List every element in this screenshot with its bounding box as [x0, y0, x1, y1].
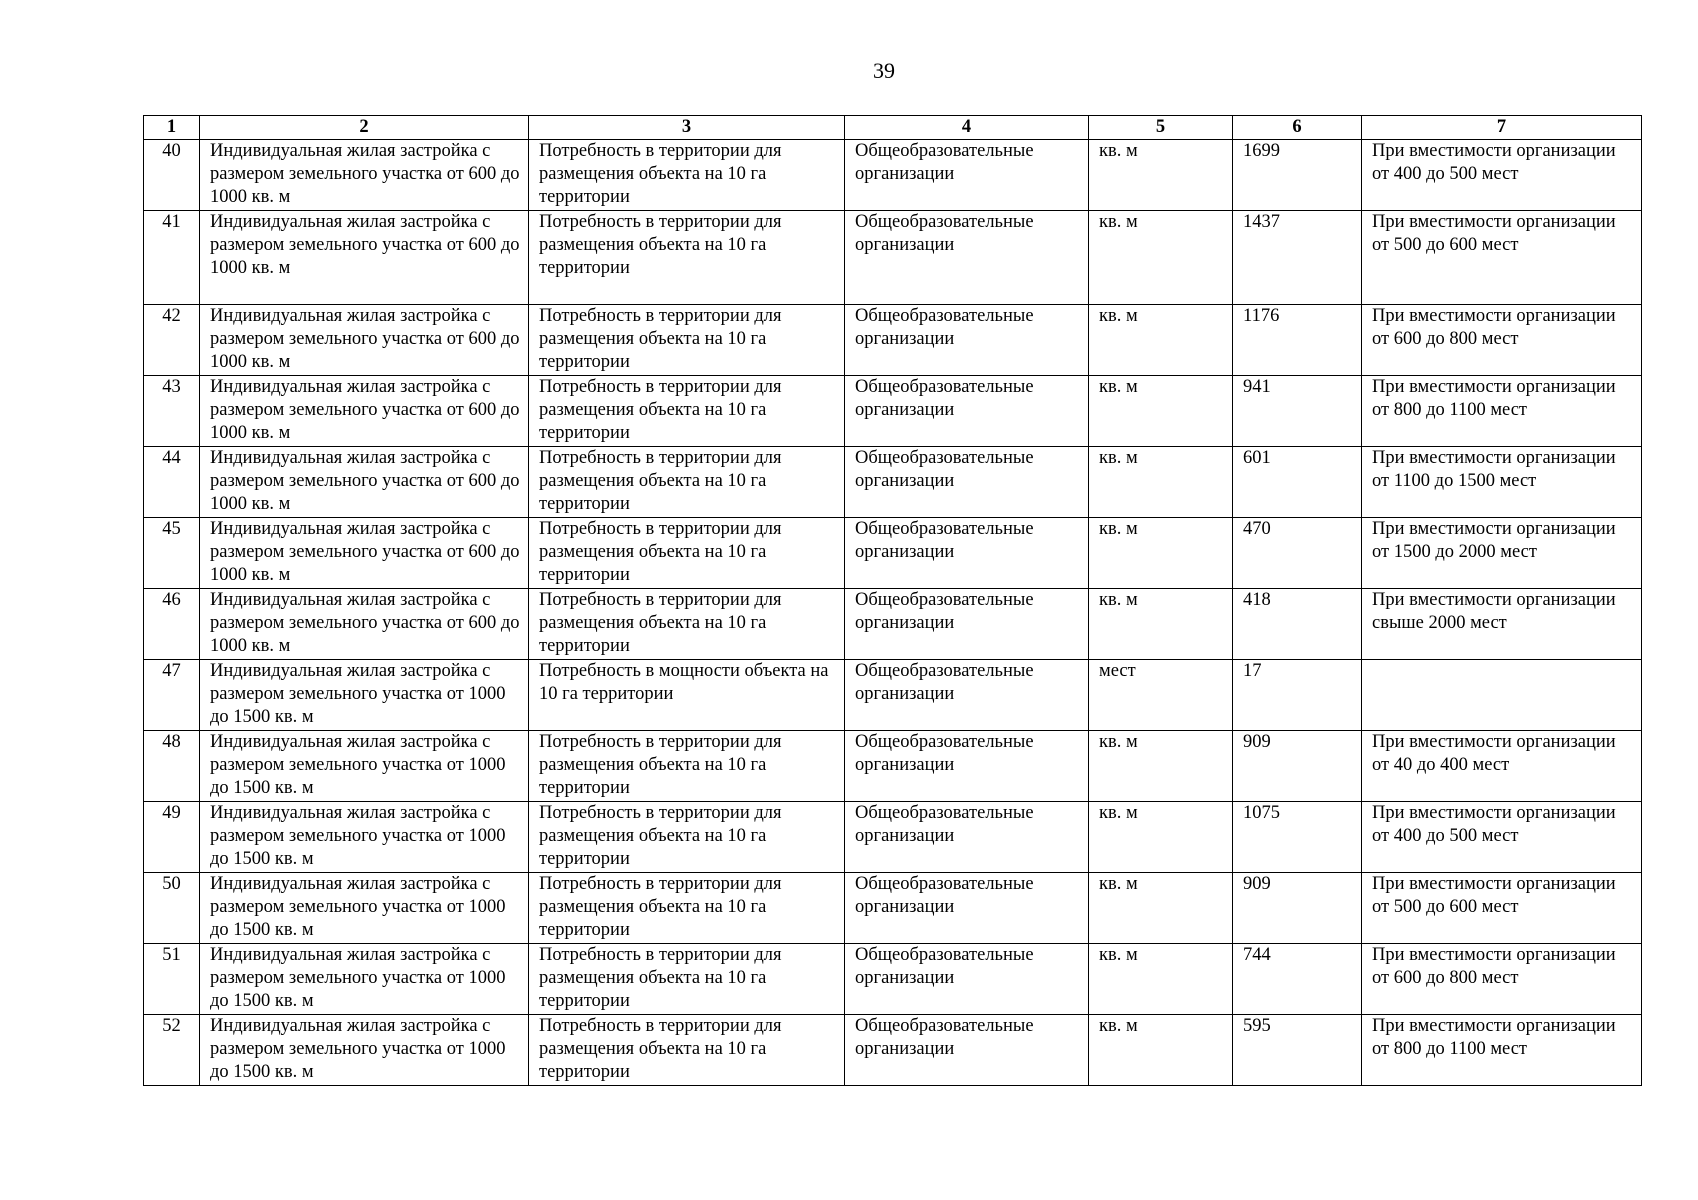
note-cell: При вместимости организации от 400 до 500 мест: [1362, 140, 1642, 211]
object-type-cell: Общеобразовательные организации: [845, 731, 1089, 802]
object-type-cell: Общеобразовательные организации: [845, 944, 1089, 1015]
zone-type-cell: Индивидуальная жилая застройка с размером земельного участка от 1000 до 1500 кв. м: [200, 802, 529, 873]
value-cell: 1699: [1233, 140, 1362, 211]
indicator-cell: Потребность в территории для размещения объекта на 10 га территории: [529, 873, 845, 944]
zone-type-cell: Индивидуальная жилая застройка с размером земельного участка от 600 до 1000 кв. м: [200, 305, 529, 376]
value-cell: 744: [1233, 944, 1362, 1015]
zone-type-cell: Индивидуальная жилая застройка с размером земельного участка от 600 до 1000 кв. м: [200, 140, 529, 211]
note-cell: При вместимости организации от 1100 до 1500 мест: [1362, 447, 1642, 518]
row-number-cell: 46: [144, 589, 200, 660]
value-cell: 909: [1233, 731, 1362, 802]
unit-cell: кв. м: [1089, 802, 1233, 873]
value-cell: 595: [1233, 1015, 1362, 1086]
value-cell: 601: [1233, 447, 1362, 518]
unit-cell: кв. м: [1089, 447, 1233, 518]
object-type-cell: Общеобразовательные организации: [845, 140, 1089, 211]
column-header: 5: [1089, 116, 1233, 140]
zone-type-cell: Индивидуальная жилая застройка с размером земельного участка от 600 до 1000 кв. м: [200, 211, 529, 305]
indicator-cell: Потребность в территории для размещения объекта на 10 га территории: [529, 802, 845, 873]
zone-type-cell: Индивидуальная жилая застройка с размером земельного участка от 600 до 1000 кв. м: [200, 447, 529, 518]
zone-type-cell: Индивидуальная жилая застройка с размером земельного участка от 600 до 1000 кв. м: [200, 589, 529, 660]
unit-cell: кв. м: [1089, 305, 1233, 376]
indicator-cell: Потребность в территории для размещения объекта на 10 га территории: [529, 447, 845, 518]
unit-cell: кв. м: [1089, 1015, 1233, 1086]
norms-table: [143, 115, 1642, 1086]
indicator-cell: Потребность в территории для размещения объекта на 10 га территории: [529, 305, 845, 376]
table-row: [144, 518, 1642, 589]
zone-type-cell: Индивидуальная жилая застройка с размером земельного участка от 600 до 1000 кв. м: [200, 376, 529, 447]
value-cell: 418: [1233, 589, 1362, 660]
zone-type-cell: Индивидуальная жилая застройка с размером земельного участка от 600 до 1000 кв. м: [200, 518, 529, 589]
indicator-cell: Потребность в территории для размещения объекта на 10 га территории: [529, 589, 845, 660]
indicator-cell: Потребность в территории для размещения объекта на 10 га территории: [529, 211, 845, 305]
zone-type-cell: Индивидуальная жилая застройка с размером земельного участка от 1000 до 1500 кв. м: [200, 1015, 529, 1086]
unit-cell: кв. м: [1089, 211, 1233, 305]
row-number-cell: 47: [144, 660, 200, 731]
column-header: 1: [144, 116, 200, 140]
value-cell: 1075: [1233, 802, 1362, 873]
zone-type-cell: Индивидуальная жилая застройка с размером земельного участка от 1000 до 1500 кв. м: [200, 944, 529, 1015]
table-body: [144, 140, 1642, 1086]
note-cell: При вместимости организации от 1500 до 2000 мест: [1362, 518, 1642, 589]
indicator-cell: Потребность в мощности объекта на 10 га территории: [529, 660, 845, 731]
column-number-row: [144, 116, 1642, 140]
indicator-cell: Потребность в территории для размещения объекта на 10 га территории: [529, 140, 845, 211]
table-row: [144, 589, 1642, 660]
table-row: [144, 376, 1642, 447]
unit-cell: кв. м: [1089, 376, 1233, 447]
object-type-cell: Общеобразовательные организации: [845, 873, 1089, 944]
indicator-cell: Потребность в территории для размещения объекта на 10 га территории: [529, 944, 845, 1015]
table-row: [144, 944, 1642, 1015]
table-row: [144, 660, 1642, 731]
page-number: 39: [873, 58, 895, 83]
unit-cell: кв. м: [1089, 873, 1233, 944]
zone-type-cell: Индивидуальная жилая застройка с размером земельного участка от 1000 до 1500 кв. м: [200, 873, 529, 944]
indicator-cell: Потребность в территории для размещения объекта на 10 га территории: [529, 518, 845, 589]
note-cell: [1362, 660, 1642, 731]
value-cell: 909: [1233, 873, 1362, 944]
note-cell: При вместимости организации от 500 до 600 мест: [1362, 211, 1642, 305]
table-row: [144, 447, 1642, 518]
table-row: [144, 802, 1642, 873]
object-type-cell: Общеобразовательные организации: [845, 211, 1089, 305]
indicator-cell: Потребность в территории для размещения объекта на 10 га территории: [529, 731, 845, 802]
table-row: [144, 873, 1642, 944]
note-cell: При вместимости организации свыше 2000 мест: [1362, 589, 1642, 660]
row-number-cell: 42: [144, 305, 200, 376]
unit-cell: кв. м: [1089, 140, 1233, 211]
row-number-cell: 48: [144, 731, 200, 802]
column-header: 2: [200, 116, 529, 140]
object-type-cell: Общеобразовательные организации: [845, 305, 1089, 376]
object-type-cell: Общеобразовательные организации: [845, 376, 1089, 447]
table-row: [144, 211, 1642, 305]
indicator-cell: Потребность в территории для размещения объекта на 10 га территории: [529, 376, 845, 447]
note-cell: При вместимости организации от 800 до 1100 мест: [1362, 376, 1642, 447]
table-row: [144, 731, 1642, 802]
unit-cell: кв. м: [1089, 731, 1233, 802]
zone-type-cell: Индивидуальная жилая застройка с размером земельного участка от 1000 до 1500 кв. м: [200, 731, 529, 802]
value-cell: 17: [1233, 660, 1362, 731]
object-type-cell: Общеобразовательные организации: [845, 802, 1089, 873]
value-cell: 941: [1233, 376, 1362, 447]
row-number-cell: 49: [144, 802, 200, 873]
unit-cell: кв. м: [1089, 944, 1233, 1015]
row-number-cell: 52: [144, 1015, 200, 1086]
table-row: [144, 305, 1642, 376]
note-cell: При вместимости организации от 500 до 600 мест: [1362, 873, 1642, 944]
column-header: 7: [1362, 116, 1642, 140]
object-type-cell: Общеобразовательные организации: [845, 447, 1089, 518]
indicator-cell: Потребность в территории для размещения объекта на 10 га территории: [529, 1015, 845, 1086]
note-cell: При вместимости организации от 600 до 800 мест: [1362, 305, 1642, 376]
unit-cell: мест: [1089, 660, 1233, 731]
value-cell: 470: [1233, 518, 1362, 589]
column-header: 6: [1233, 116, 1362, 140]
row-number-cell: 45: [144, 518, 200, 589]
object-type-cell: Общеобразовательные организации: [845, 660, 1089, 731]
row-number-cell: 41: [144, 211, 200, 305]
value-cell: 1176: [1233, 305, 1362, 376]
row-number-cell: 51: [144, 944, 200, 1015]
row-number-cell: 44: [144, 447, 200, 518]
table-row: [144, 1015, 1642, 1086]
value-cell: 1437: [1233, 211, 1362, 305]
object-type-cell: Общеобразовательные организации: [845, 1015, 1089, 1086]
table-row: [144, 140, 1642, 211]
row-number-cell: 50: [144, 873, 200, 944]
zone-type-cell: Индивидуальная жилая застройка с размером земельного участка от 1000 до 1500 кв. м: [200, 660, 529, 731]
unit-cell: кв. м: [1089, 589, 1233, 660]
row-number-cell: 40: [144, 140, 200, 211]
unit-cell: кв. м: [1089, 518, 1233, 589]
column-header: 3: [529, 116, 845, 140]
object-type-cell: Общеобразовательные организации: [845, 518, 1089, 589]
note-cell: При вместимости организации от 40 до 400 мест: [1362, 731, 1642, 802]
column-header: 4: [845, 116, 1089, 140]
row-number-cell: 43: [144, 376, 200, 447]
note-cell: При вместимости организации от 400 до 500 мест: [1362, 802, 1642, 873]
object-type-cell: Общеобразовательные организации: [845, 589, 1089, 660]
note-cell: При вместимости организации от 600 до 800 мест: [1362, 944, 1642, 1015]
note-cell: При вместимости организации от 800 до 1100 мест: [1362, 1015, 1642, 1086]
